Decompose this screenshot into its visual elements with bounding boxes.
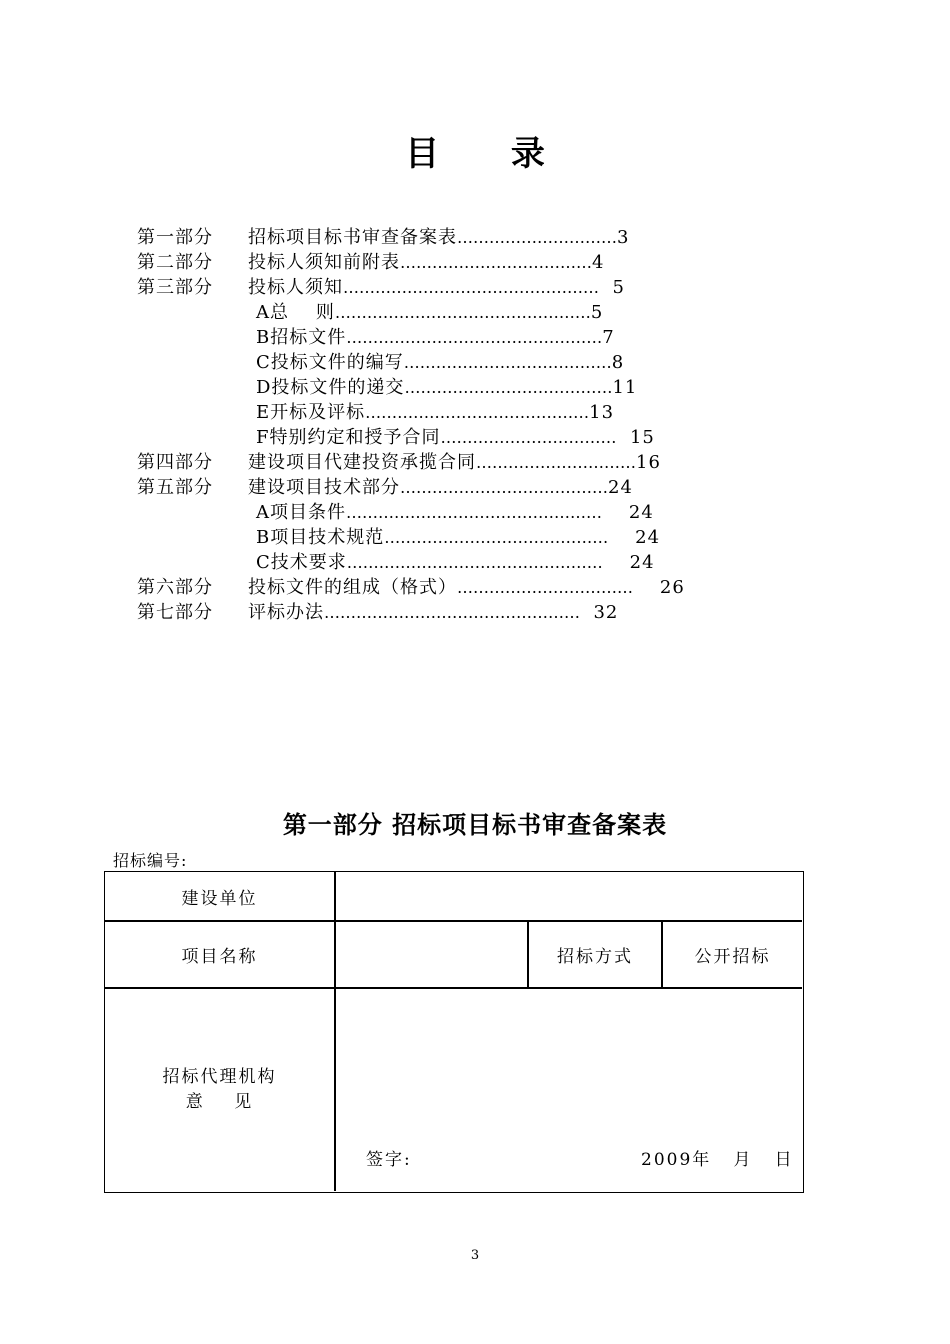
toc-entry[interactable] <box>256 350 624 375</box>
toc-entry-page-number: 16 <box>636 452 661 473</box>
toc-entry[interactable] <box>256 325 615 350</box>
toc-entry-leader: …………………………………… <box>365 403 590 422</box>
project-name-field[interactable] <box>336 922 527 987</box>
toc-entry[interactable] <box>256 300 603 325</box>
toc-entry-page-number: 13 <box>589 402 615 423</box>
toc-entry[interactable] <box>256 425 655 450</box>
toc-entry-leader: ………………………………… <box>400 478 608 497</box>
toc-entry-page-number: 8 <box>611 352 625 373</box>
toc-entry-leader: ………………………… <box>476 453 636 472</box>
page-number: 3 <box>470 1248 480 1263</box>
toc-entry-leader: ………………………………………… <box>346 328 603 347</box>
toc-entry-title: A总 则 <box>256 302 335 323</box>
toc-entry-leader: ………………………………………… <box>334 303 591 322</box>
bid-method-value: 公开招标 <box>694 947 771 967</box>
toc-entry-leader: ………………………………………… <box>346 553 603 572</box>
toc-entry-page-number: 4 <box>592 252 605 273</box>
review-form-table <box>104 871 804 1193</box>
toc-entry-page-number: 3 <box>617 227 630 248</box>
toc-entry-title: 投标人须知前附表 <box>248 252 400 273</box>
toc-entry-leader: ………………………………………… <box>343 278 599 297</box>
toc-entry-leader: …………………………………… <box>384 528 609 547</box>
toc-entry-title: C投标文件的编写 <box>256 352 404 373</box>
agency-opinion-label-line2: 意 见 <box>185 1092 254 1112</box>
agency-opinion-label <box>105 989 334 1191</box>
toc-entry[interactable] <box>256 400 614 425</box>
toc-entry-page-number: 24 <box>608 477 633 498</box>
toc-title: 目 录 <box>405 134 575 174</box>
toc-entry-part: 第三部分 <box>137 277 213 298</box>
toc-entry-page-number: 15 <box>616 427 655 448</box>
toc-entry-page-number: 11 <box>612 377 638 398</box>
toc-entry-title: E开标及评标 <box>256 402 366 423</box>
toc-entry-page-number: 24 <box>602 502 654 523</box>
toc-entry-leader: ………………………… <box>457 228 617 247</box>
bid-method-label: 招标方式 <box>557 947 633 967</box>
toc-entry-title: 投标文件的组成（格式） <box>248 577 457 598</box>
toc-entry-title: F特别约定和授予合同 <box>256 427 441 448</box>
toc-entry-title: 评标办法 <box>248 602 324 623</box>
signature-label: 签字: <box>366 1150 412 1170</box>
toc-entry-page-number: 24 <box>602 552 655 573</box>
toc-entry-page-number: 32 <box>580 602 619 623</box>
agency-opinion-field[interactable] <box>336 989 802 1191</box>
toc-entry-title: D投标文件的递交 <box>256 377 405 398</box>
toc-entry[interactable] <box>256 550 655 575</box>
bid-number-label: 招标编号: <box>113 851 188 870</box>
toc-entry[interactable] <box>256 500 654 525</box>
toc-entry-title: A项目条件 <box>256 502 346 523</box>
toc-entry-part: 第六部分 <box>137 577 213 598</box>
construction-unit-label: 建设单位 <box>181 888 258 909</box>
toc-entry-page-number: 26 <box>633 577 685 598</box>
toc-entry[interactable] <box>137 475 633 500</box>
project-name-label: 项目名称 <box>181 947 258 967</box>
toc-entry-title: C技术要求 <box>256 552 347 573</box>
toc-entry-title: 建设项目代建投资承揽合同 <box>248 452 476 473</box>
toc-entry[interactable] <box>137 600 618 625</box>
toc-entry[interactable] <box>256 375 637 400</box>
toc-entry-leader: ……………………………… <box>400 253 592 272</box>
toc-entry-title: B招标文件 <box>256 327 347 348</box>
toc-entry-part: 第二部分 <box>137 252 213 273</box>
toc-entry-leader: ………………………………… <box>403 353 612 372</box>
toc-entry-title: 建设项目技术部分 <box>248 477 400 498</box>
construction-unit-field[interactable] <box>336 872 802 920</box>
toc-entry-title: B项目技术规范 <box>256 527 385 548</box>
toc-entry-part: 第五部分 <box>137 477 213 498</box>
agency-opinion-label-line1: 招标代理机构 <box>162 1067 277 1087</box>
toc-entry-leader: …………………………… <box>457 578 633 597</box>
toc-entry[interactable] <box>256 525 660 550</box>
toc-entry-page-number: 24 <box>608 527 661 548</box>
toc-entry-leader: ………………………………………… <box>324 603 580 622</box>
toc-entry-part: 第一部分 <box>137 227 213 248</box>
signature-date: 2009年 月 日 <box>641 1150 794 1170</box>
toc-entry[interactable] <box>137 225 629 250</box>
toc-entry[interactable] <box>137 275 625 300</box>
toc-entry-title: 招标项目标书审查备案表 <box>248 227 457 248</box>
toc-entry-page-number: 5 <box>599 277 625 298</box>
toc-entry-page-number: 5 <box>590 302 604 323</box>
toc-entry[interactable] <box>137 450 661 475</box>
toc-entry-leader: …………………………… <box>440 428 617 447</box>
toc-entry-leader: ………………………………………… <box>346 503 602 522</box>
toc-entry-title: 投标人须知 <box>248 277 343 298</box>
toc-entry[interactable] <box>137 575 685 600</box>
toc-entry-page-number: 7 <box>602 327 615 348</box>
toc-entry[interactable] <box>137 250 604 275</box>
toc-entry-leader: ………………………………… <box>404 378 613 397</box>
toc-entry-part: 第七部分 <box>137 602 213 623</box>
section-title: 第一部分 招标项目标书审查备案表 <box>282 811 668 839</box>
toc-entry-part: 第四部分 <box>137 452 213 473</box>
